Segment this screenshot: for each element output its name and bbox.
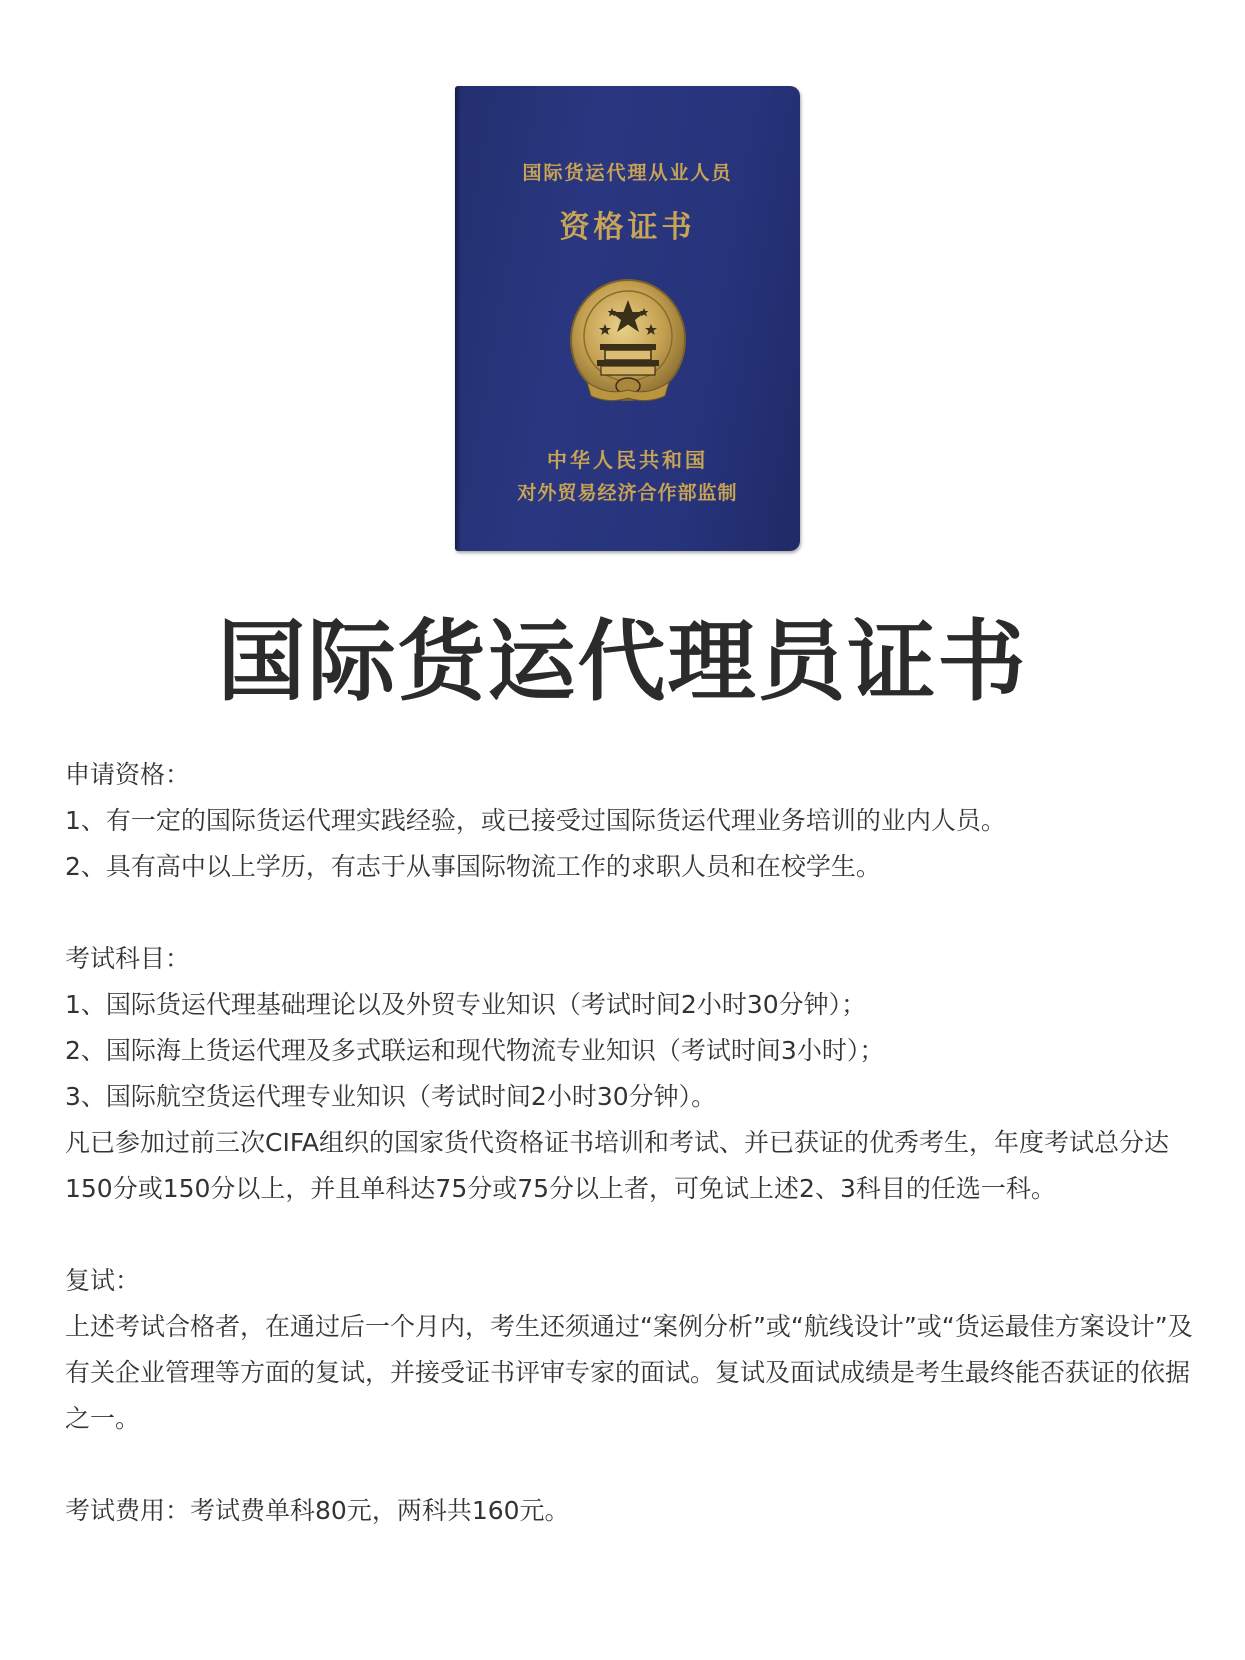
section-heading: 申请资格： bbox=[65, 760, 191, 789]
article-body bbox=[65, 752, 1200, 1534]
list-item: 3、国际航空货运代理专业知识（考试时间2小时30分钟）。 bbox=[65, 1082, 717, 1111]
retest-text: 上述考试合格者，在通过后一个月内，考生还须通过“案例分析”或“航线设计”或“货运最佳方案设计”及有关企业管理等方面的复试，并接受证书评审专家的面试。复试及面试成绩是考生最终能否获证的依据之一。 bbox=[65, 1312, 1193, 1433]
fee-section bbox=[65, 1488, 1200, 1534]
certificate-cover-image bbox=[455, 86, 800, 551]
certificate-top-line: 国际货运代理从业人员 bbox=[522, 162, 733, 184]
national-emblem-icon bbox=[567, 278, 689, 408]
exemption-note: 凡已参加过前三次CIFA组织的国家货代资格证书培训和考试、并已获证的优秀考生，年度考试总分达150分或150分以上，并且单科达75分或75分以上者，可免试上述2、3科目的任选一科。 bbox=[65, 1128, 1170, 1203]
list-item: 2、具有高中以上学历，有志于从事国际物流工作的求职人员和在校学生。 bbox=[65, 852, 881, 881]
subjects-section bbox=[65, 936, 1200, 1212]
certificate-title: 资格证书 bbox=[559, 210, 696, 245]
fee-text: 考试费用：考试费单科80元，两科共160元。 bbox=[65, 1496, 570, 1525]
list-item: 2、国际海上货运代理及多式联运和现代物流专业知识（考试时间3小时）； bbox=[65, 1036, 885, 1065]
qualification-section bbox=[65, 752, 1200, 890]
page-title: 国际货运代理员证书 bbox=[217, 610, 1028, 713]
section-heading: 复试： bbox=[65, 1266, 141, 1295]
section-heading: 考试科目： bbox=[65, 944, 191, 973]
list-item: 1、国际货运代理基础理论以及外贸专业知识（考试时间2小时30分钟）； bbox=[65, 990, 867, 1019]
certificate-issuer-line-2: 对外贸易经济合作部监制 bbox=[517, 482, 738, 504]
certificate-issuer-line-1: 中华人民共和国 bbox=[547, 448, 708, 472]
list-item: 1、有一定的国际货运代理实践经验，或已接受过国际货运代理业务培训的业内人员。 bbox=[65, 806, 1006, 835]
retest-section bbox=[65, 1258, 1200, 1442]
